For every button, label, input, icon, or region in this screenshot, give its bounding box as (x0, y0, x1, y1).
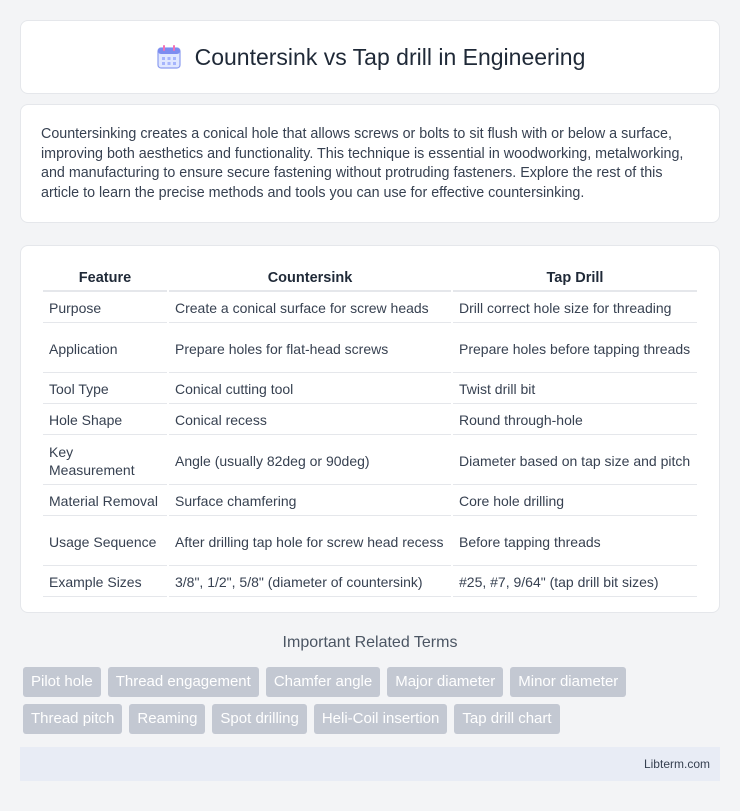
tag-pilot-hole[interactable]: Pilot hole (23, 667, 101, 697)
table-cell: Prepare holes before tapping threads (453, 325, 697, 373)
tag-thread-engagement[interactable]: Thread engagement (108, 667, 259, 697)
table-cell: Hole Shape (43, 406, 167, 435)
tag-heli-coil-insertion[interactable]: Heli-Coil insertion (314, 704, 448, 734)
intro-card (20, 104, 720, 223)
table-cell: Purpose (43, 294, 167, 323)
related-terms-tags (23, 667, 713, 734)
header-tap-drill: Tap Drill (453, 262, 697, 292)
tag-tap-drill-chart[interactable]: Tap drill chart (454, 704, 559, 734)
table-cell: Core hole drilling (453, 487, 697, 516)
intro-text: Countersinking creates a conical hole that allows screws or bolts to sit flush with or below a surface, improving both aesthetics and functionality. This technique is essential in woodworking, metalworking, and manufacturing to ensure secure fastening without protruding fasteners. Explore the rest of this article to learn the precise methods and tools you can use for effective countersinking. (41, 126, 684, 201)
table-row (43, 294, 697, 323)
table-cell: Create a conical surface for screw heads (169, 294, 451, 323)
table-cell: Drill correct hole size for threading (453, 294, 697, 323)
table-cell: Usage Sequence (43, 518, 167, 566)
table-cell: Angle (usually 82deg or 90deg) (169, 437, 451, 485)
table-cell: Round through-hole (453, 406, 697, 435)
table-cell: 3/8", 1/2", 5/8" (diameter of countersink) (169, 568, 451, 597)
table-row (43, 437, 697, 485)
table-row (43, 375, 697, 404)
table-cell: After drilling tap hole for screw head recess (169, 518, 451, 566)
table-cell: Surface chamfering (169, 487, 451, 516)
title-card (20, 20, 720, 94)
tag-thread-pitch[interactable]: Thread pitch (23, 704, 122, 734)
table-row (43, 487, 697, 516)
table-header-row (43, 262, 697, 292)
tag-reaming[interactable]: Reaming (129, 704, 205, 734)
header-countersink: Countersink (169, 262, 451, 292)
table-cell: Material Removal (43, 487, 167, 516)
comparison-table (41, 260, 699, 599)
page-title: Countersink vs Tap drill in Engineering (194, 43, 586, 70)
comparison-table-card (20, 245, 720, 613)
table-cell: Before tapping threads (453, 518, 697, 566)
table-cell: Tool Type (43, 375, 167, 404)
table-cell: Conical recess (169, 406, 451, 435)
table-cell: #25, #7, 9/64" (tap drill bit sizes) (453, 568, 697, 597)
tag-major-diameter[interactable]: Major diameter (387, 667, 503, 697)
table-row (43, 325, 697, 373)
table-row (43, 568, 697, 597)
tag-minor-diameter[interactable]: Minor diameter (510, 667, 626, 697)
table-cell: Twist drill bit (453, 375, 697, 404)
footer (20, 747, 720, 781)
table-cell: Example Sizes (43, 568, 167, 597)
table-row (43, 518, 697, 566)
table-cell: Prepare holes for flat-head screws (169, 325, 451, 373)
footer-site-link[interactable]: Libterm.com (643, 757, 710, 771)
table-row (43, 406, 697, 435)
related-terms-heading: Important Related Terms (282, 634, 458, 651)
header-feature: Feature (43, 262, 167, 292)
table-cell: Key Measurement (43, 437, 167, 485)
table-cell: Conical cutting tool (169, 375, 451, 404)
table-cell: Application (43, 325, 167, 373)
tag-spot-drilling[interactable]: Spot drilling (212, 704, 306, 734)
table-cell: Diameter based on tap size and pitch (453, 437, 697, 485)
calendar-icon (155, 43, 183, 71)
tag-chamfer-angle[interactable]: Chamfer angle (266, 667, 380, 697)
